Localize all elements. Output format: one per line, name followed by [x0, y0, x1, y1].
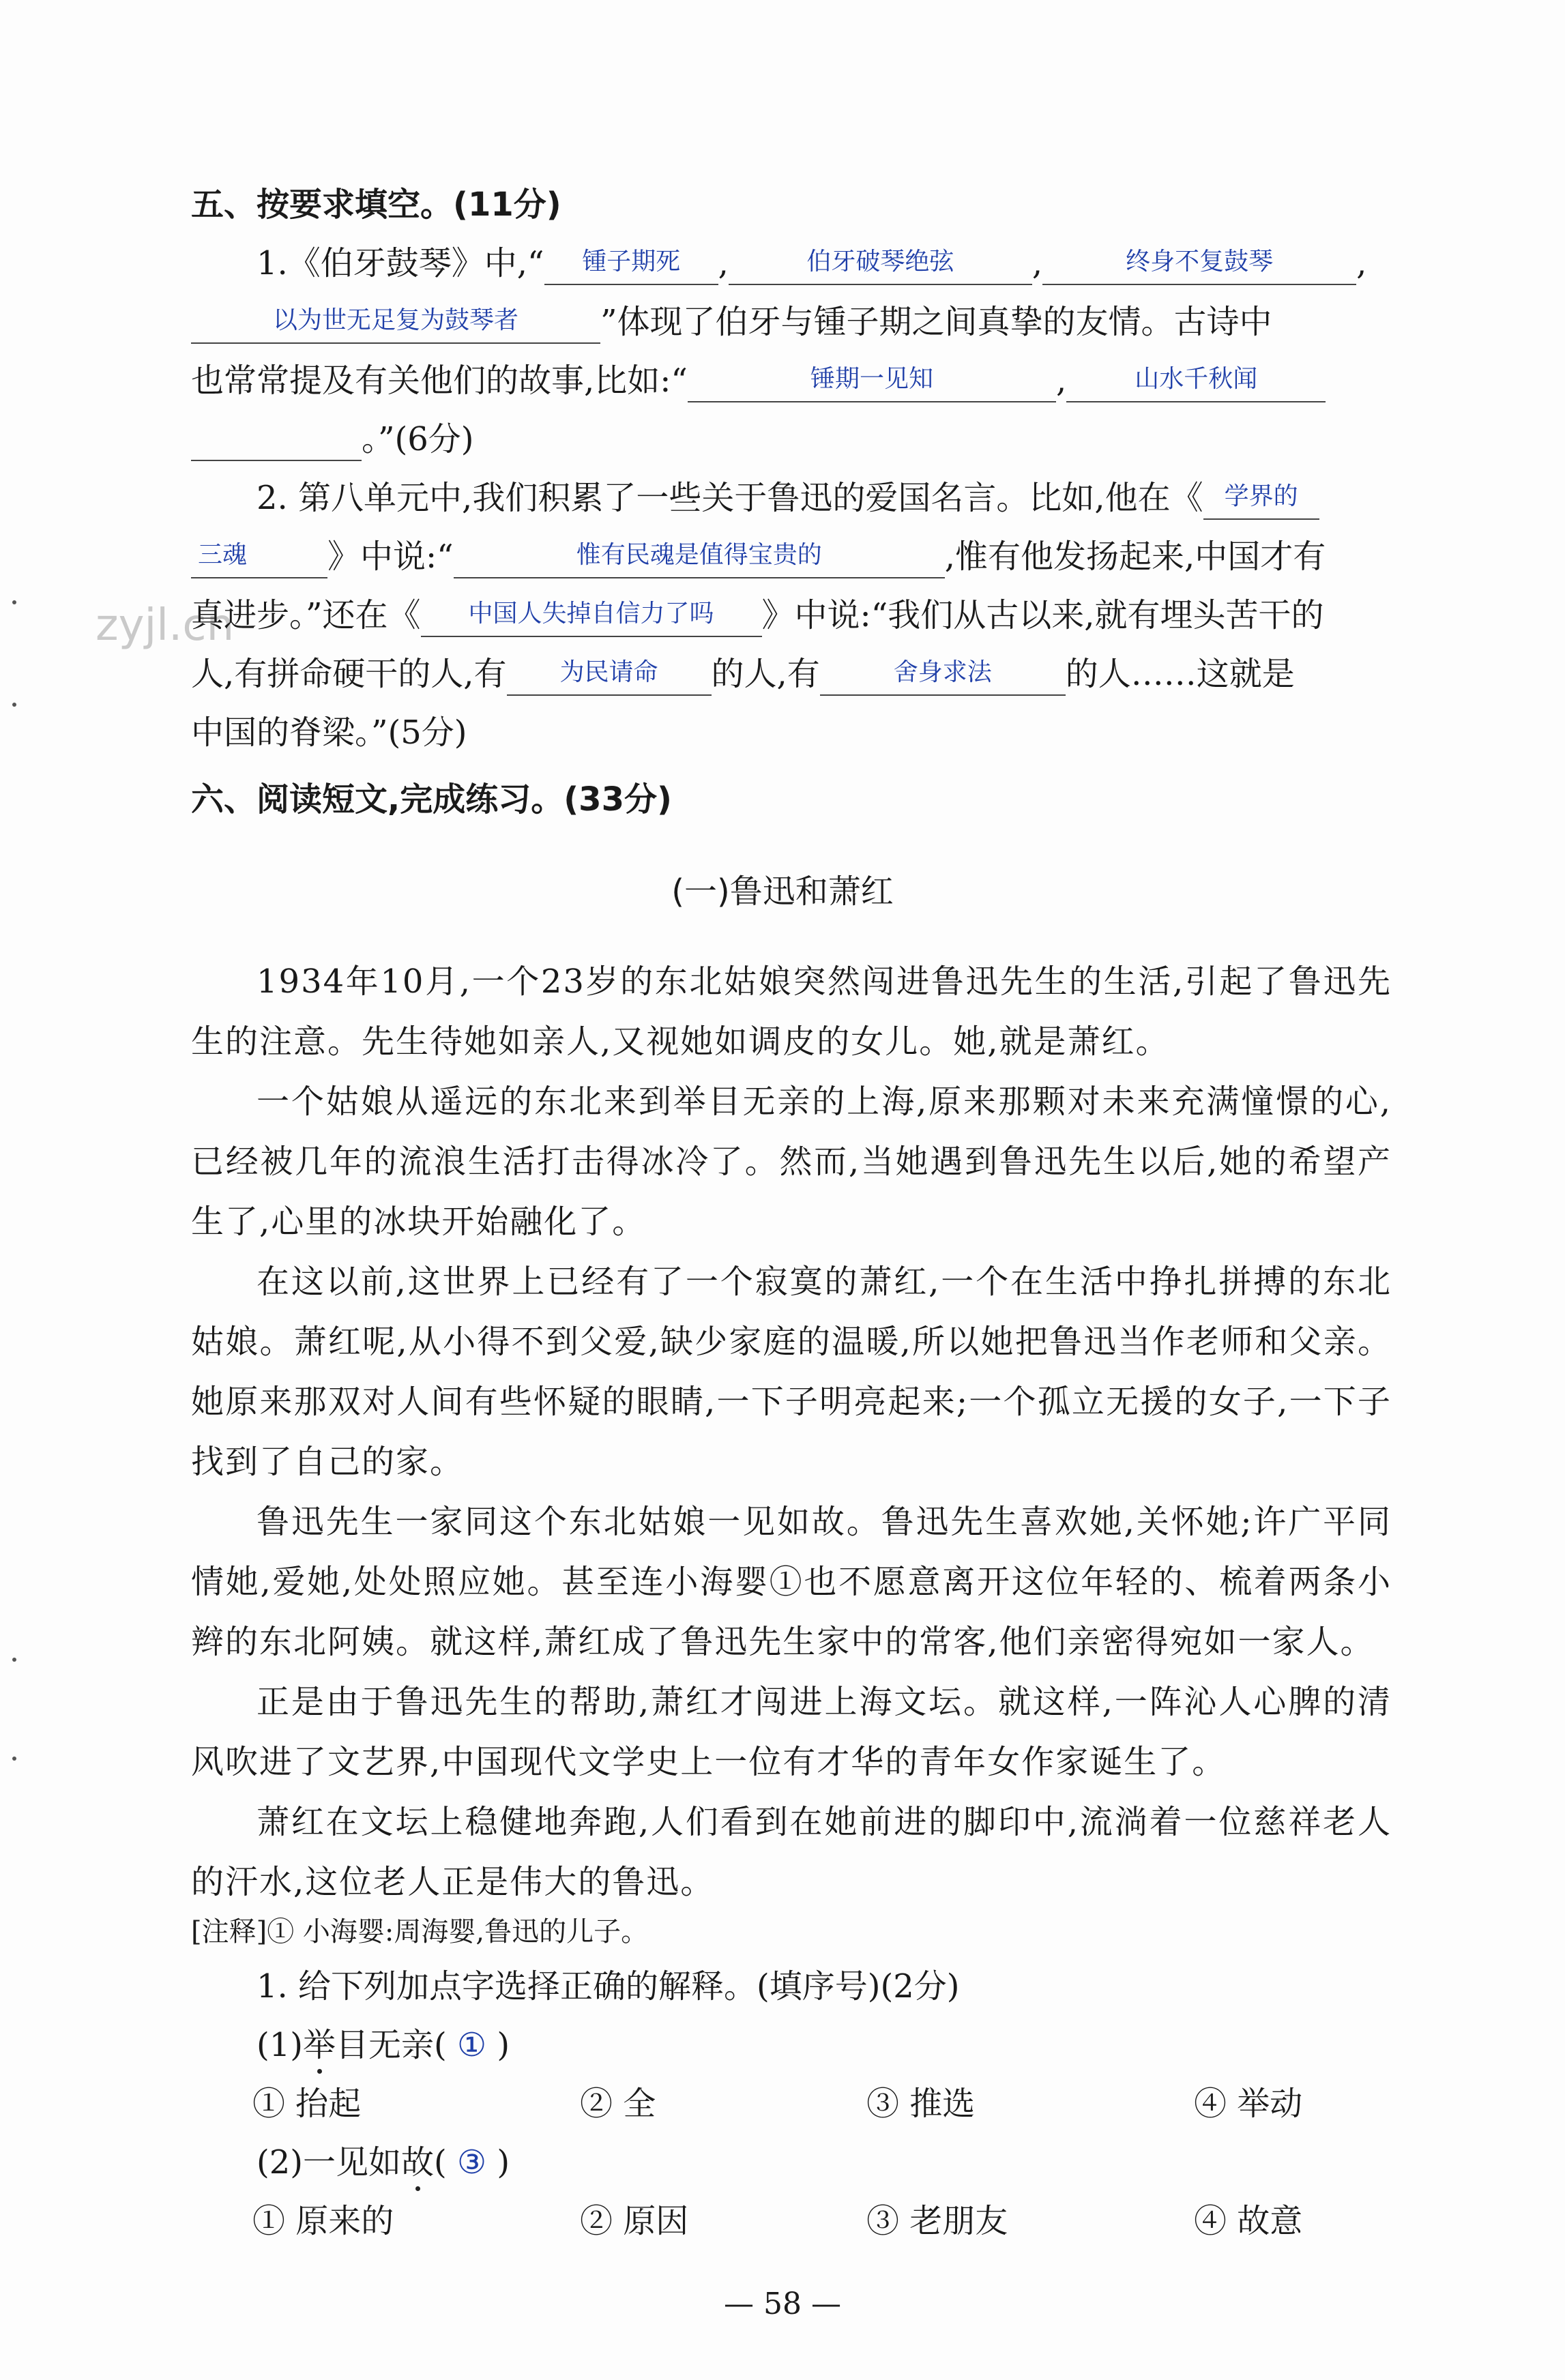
answer-blank[interactable]: [191, 420, 362, 461]
answer-blank[interactable]: [1042, 244, 1356, 285]
dotted-char: 故: [401, 2143, 435, 2181]
dotted-char: 举: [303, 2026, 336, 2064]
answer-text: 惟有民魂是值得宝贵的: [576, 541, 822, 569]
answer-text: 以为世无足复为鼓琴者: [272, 306, 518, 334]
sub-text: (: [434, 2143, 447, 2181]
sub-text: ): [497, 2026, 510, 2064]
q1-line3: 也常常提及有关他们的故事,比如:“: [191, 362, 688, 400]
scan-mark: [12, 1757, 16, 1761]
answer-blank[interactable]: [421, 596, 762, 637]
question-stem: 1. 给下列加点字选择正确的解释。(填序号)(2分): [257, 1967, 960, 2006]
answer-blank[interactable]: [729, 244, 1032, 285]
answer-text: 为民请命: [559, 658, 658, 686]
passage-paragraph: 萧红在文坛上稳健地奔跑,人们看到在她前进的脚印中,流淌着一位慈祥老人的汗水,这位老人正是伟大的鲁迅。: [191, 1803, 1392, 1901]
answer-choice[interactable]: ①: [457, 2026, 487, 2064]
passage-paragraph: 在这以前,这世界上已经有了一个寂寞的萧红,一个在生活中挣扎拼搏的东北姑娘。萧红呢,从小得不到父爱,缺少家庭的温暖,所以她把鲁迅当作老师和父亲。她原来那双对人间有些怀疑的眼睛,一下子明亮起来;一个孤立无援的女子,一下子找到了自己的家。: [191, 1263, 1392, 1481]
s5-q2-line2: [191, 535, 1392, 578]
answer-text: 学界的: [1224, 482, 1298, 510]
s5-q2-line5: [191, 711, 1392, 754]
s5-q2-line1: [257, 476, 1403, 520]
passage-paragraph: 1934年10月,一个23岁的东北姑娘突然闯进鲁迅先生的生活,引起了鲁迅先生的注意。先生待她如亲人,又视她如调皮的女儿。她,就是萧红。: [191, 963, 1392, 1061]
answer-blank[interactable]: [1203, 479, 1319, 520]
answer-text: 三魂: [198, 541, 248, 569]
answer-choice[interactable]: ③: [457, 2143, 487, 2181]
passage-title: (一)鲁迅和萧红: [671, 872, 894, 911]
q2-text: 真进步。”还在《: [191, 596, 421, 634]
s5-q1-line3: 也常常提及有关他们的故事,比如:“ 锤期一见知 , 山水千秋闻: [191, 359, 1392, 402]
q2-text: 》中说:“: [327, 538, 454, 576]
answer-blank[interactable]: [1066, 362, 1326, 402]
answer-blank[interactable]: [454, 538, 945, 578]
s5-q2-line3: [191, 593, 1392, 637]
answer-blank[interactable]: [507, 655, 712, 696]
watermark: zyjl.cn: [96, 600, 235, 651]
option: ④ 故意: [1194, 2202, 1303, 2240]
q2-prefix: 2. 第八单元中,我们积累了一些关于鲁迅的爱国名言。比如,他在《: [257, 479, 1203, 517]
answer-text: 伯牙破琴绝弦: [806, 248, 954, 276]
q2-text: 人,有拼命硬干的人,有: [191, 655, 507, 693]
answer-text: 锺子期死: [582, 248, 681, 276]
q2-text: ,惟有他发扬起来,中国才有: [944, 538, 1326, 576]
sub-label: (2)一见如: [257, 2143, 401, 2181]
scan-mark: [12, 1658, 16, 1662]
answer-blank[interactable]: [191, 303, 600, 344]
scan-mark: [12, 600, 16, 604]
sub-text: ): [497, 2143, 510, 2181]
answer-text: 中国人失掉自信力了吗: [468, 600, 714, 628]
q2-text: 的人,有: [711, 655, 820, 693]
passage-paragraph: 正是由于鲁迅先生的帮助,萧红才闯进上海文坛。就这样,一阵沁人心脾的清风吹进了文艺界,中国现代文学史上一位有才华的青年女作家诞生了。: [191, 1683, 1392, 1781]
option: ② 全: [580, 2085, 656, 2123]
s5-q1-line4: [191, 417, 1392, 461]
scan-mark: [12, 703, 16, 707]
option: ④ 举动: [1194, 2085, 1303, 2123]
option: ③ 老朋友: [866, 2202, 1008, 2240]
passage-paragraph: 鲁迅先生一家同这个东北姑娘一见如故。鲁迅先生喜欢她,关怀她;许广平同情她,爱她,处处照应她。甚至连小海婴①也不愿意离开这位年轻的、梳着两条小辫的东北阿姨。就这样,萧红成了鲁迅先生家中的常客,他们亲密得宛如一家人。: [191, 1503, 1392, 1661]
q2-text: 》中说:“我们从古以来,就有埋头苦干的: [761, 596, 1324, 634]
answer-text: 锤期一见知: [810, 365, 933, 393]
answer-text: 舍身求法: [893, 658, 992, 686]
q1-prefix: 1.《伯牙鼓琴》中,“: [257, 244, 544, 282]
passage-paragraph: 一个姑娘从遥远的东北来到举目无亲的上海,原来那颗对未来充满憧憬的心,已经被几年的流浪生活打击得冰冷了。然而,当她遇到鲁迅先生以后,她的希望产生了,心里的冰块开始融化了。: [191, 1083, 1392, 1241]
annotation-note: [注释]① 小海婴:周海婴,鲁迅的儿子。: [191, 1916, 649, 1948]
answer-blank[interactable]: [820, 655, 1066, 696]
s5-q1-line1: 1.《伯牙鼓琴》中,“ 锺子期死 , 伯牙破琴绝弦 , 终身不复鼓琴 ,: [257, 241, 1403, 285]
q2-text: 中国的脊梁。”(5分): [191, 714, 467, 752]
sub-question-2: [257, 2141, 1403, 2184]
page-number: — 58 —: [724, 2287, 841, 2321]
sub-question-1: [257, 2023, 1403, 2067]
q1-mid: ”体现了伯牙与锺子期之间真挚的友情。古诗中: [600, 303, 1272, 341]
option: ② 原因: [580, 2202, 689, 2240]
option: ① 原来的: [252, 2202, 394, 2240]
q1-end: 。”(6分): [362, 420, 474, 458]
section5-heading: 五、按要求填空。(11分): [191, 186, 561, 224]
answer-blank[interactable]: [191, 538, 327, 578]
option: ① 抬起: [252, 2085, 362, 2123]
answer-blank[interactable]: [688, 362, 1056, 402]
answer-blank[interactable]: [544, 244, 718, 285]
answer-text: 山水千秋闻: [1135, 365, 1258, 393]
sub-text: 目无亲(: [336, 2026, 447, 2064]
option: ③ 推选: [866, 2085, 976, 2123]
q2-text: 的人……这就是: [1065, 655, 1295, 693]
sub-label: (1): [257, 2026, 303, 2064]
answer-text: 终身不复鼓琴: [1126, 248, 1274, 276]
s5-q2-line4: [191, 652, 1392, 696]
section6-heading: 六、阅读短文,完成练习。(33分): [191, 780, 672, 819]
s5-q1-line2: [191, 300, 1392, 344]
